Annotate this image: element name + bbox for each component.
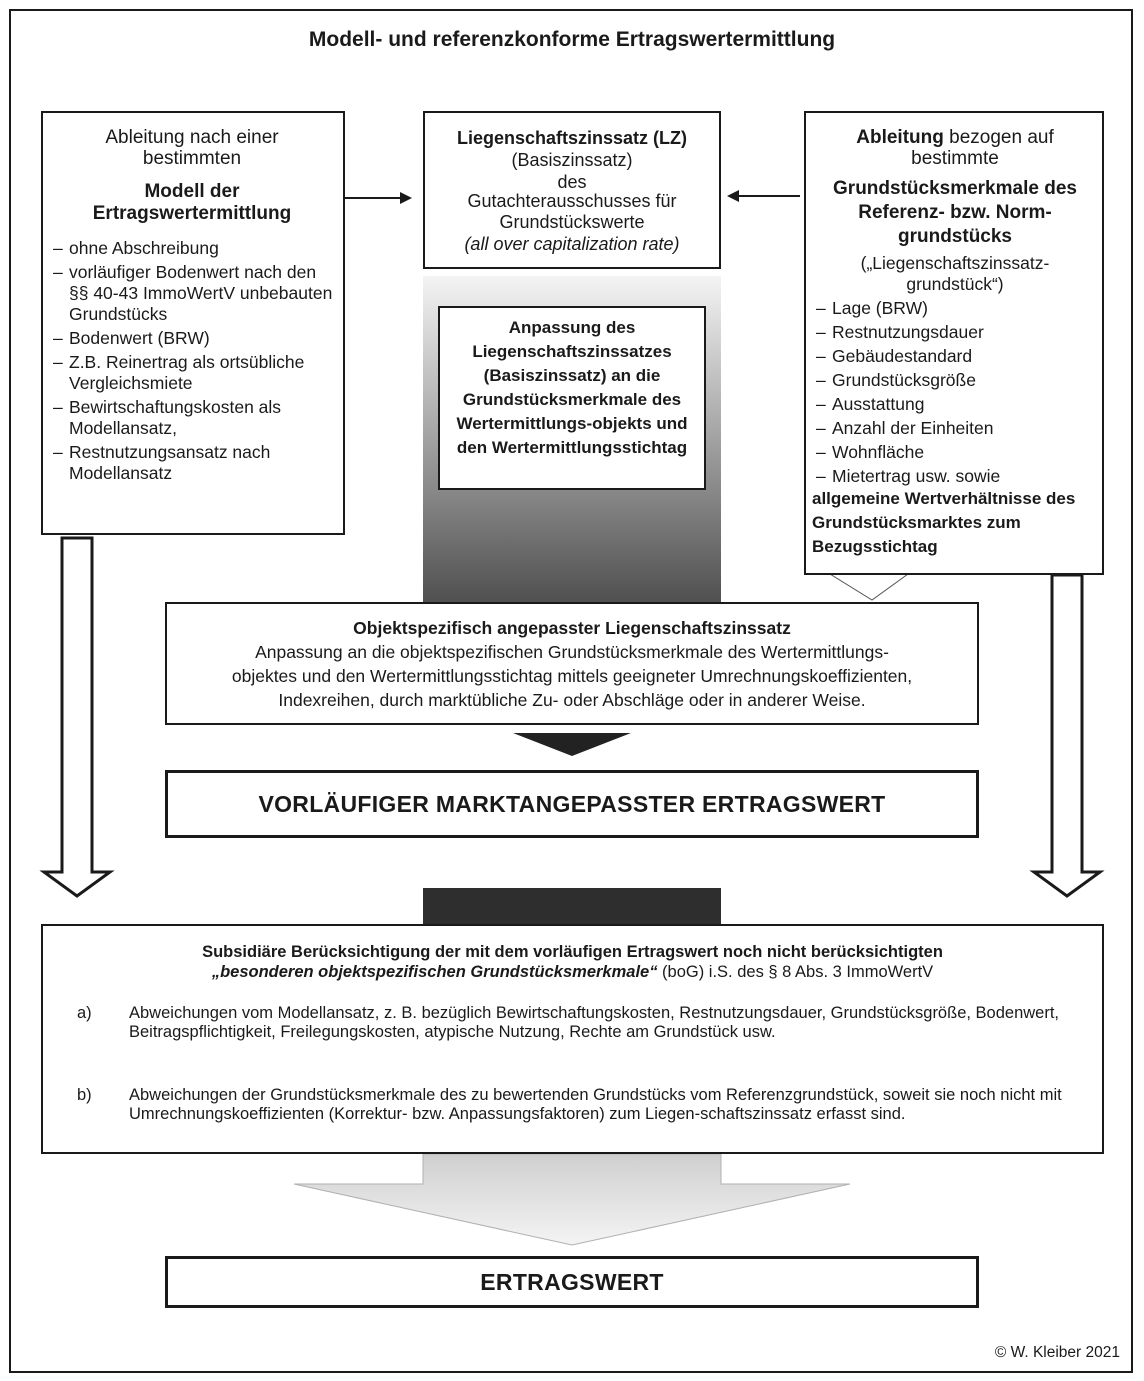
final-grey-arrow	[294, 1154, 850, 1245]
right-subheading: („Liegenschaftszinssatz-grundstück“)	[860, 253, 1050, 294]
center-rate-line: Gutachterausschusses für	[467, 191, 677, 211]
right-item: – Lage (BRW)	[812, 298, 1098, 319]
center-rate-line: (Basiszinssatz)	[511, 150, 633, 170]
right-item: – Mietertrag usw. sowie	[812, 466, 1098, 487]
center-rate-line: des	[557, 172, 587, 192]
left-intro: Ableitung nach einer bestimmten	[105, 127, 279, 169]
left-item: – Bewirtschaftungskosten als Modellansatz,	[49, 397, 335, 439]
right-item: – Ausstattung	[812, 394, 1098, 415]
right-item: – Restnutzungsdauer	[812, 322, 1098, 343]
copyright-text: © W. Kleiber 2021	[994, 1344, 1120, 1361]
center-rate-box	[423, 111, 721, 269]
left-item: – vorläufiger Bodenwert nach den §§ 40-43 ImmoWertV unbebauten Grundstücks	[49, 262, 335, 325]
object-line: objektes und den Wertermittlungsstichtag mittels geeigneter Umrechnungskoeffizienten,	[231, 666, 913, 686]
subsidiary-heading-rest: (boG) i.S. des § 8 Abs. 3 ImmoWertV	[657, 963, 934, 981]
left-item: – Z.B. Reinertrag als ortsübliche Vergleichsmiete	[49, 352, 335, 394]
small-outline-arrow-right	[830, 574, 908, 600]
center-rate-line: (all over capitalization rate)	[464, 234, 680, 254]
subsidiary-heading-line2	[43, 962, 1102, 982]
right-item: – Grundstücksgröße	[812, 370, 1098, 391]
subsidiary-a-label: a)	[77, 1004, 92, 1022]
center-adjust-box	[438, 306, 706, 490]
right-heading: Grundstücksmerkmale des Referenz- bzw. Norm-grundstücks	[833, 178, 1077, 247]
left-item: – ohne Abschreibung	[49, 238, 335, 259]
right-intro	[812, 127, 1098, 169]
subsidiary-a-text: Abweichungen vom Modellansatz, z. B. bezüglich Bewirtschaftungskosten, Restnutzungsdauer, Grundstücksgröße, Bodenwert, Beitragspflichtigkeit, Freilegungskosten, atypische Nutzung, Rechte am Grundstück usw.	[129, 1004, 1060, 1041]
subsidiary-b-label: b)	[77, 1086, 92, 1104]
right-intro-rest: bezogen auf bestimmte	[911, 127, 1054, 169]
right-item-list	[812, 298, 1098, 487]
final-value-label: ERTRAGSWERT	[480, 1269, 664, 1295]
center-adjust-text: Anpassung des Liegenschaftszinssatzes (Basiszinssatz) an die Grundstücksmerkmale des Wertermittlungs-objekts und den Wertermittlungsstichtag	[456, 318, 688, 457]
left-item: – Restnutzungsansatz nach Modellansatz	[49, 442, 335, 484]
left-item-list	[49, 238, 335, 484]
left-model-box	[41, 111, 345, 535]
object-line: Indexreihen, durch marktübliche Zu- oder Abschläge oder in anderer Weise.	[278, 690, 866, 710]
center-rate-line: Grundstückswerte	[499, 212, 645, 232]
page-title: Modell- und referenzkonforme Ertragswertermittlung	[308, 28, 836, 51]
final-value-box	[165, 1256, 979, 1308]
object-line: Anpassung an die objektspezifischen Grundstücksmerkmale des Wertermittlungs-	[255, 642, 889, 662]
subsidiary-heading-line1: Subsidiäre Berücksichtigung der mit dem vorläufigen Ertragswert noch nicht berücksichtigten	[202, 943, 943, 961]
right-item: – Wohnfläche	[812, 442, 1098, 463]
right-reference-box	[804, 111, 1104, 575]
dark-connector-block	[423, 888, 721, 924]
object-heading: Objektspezifisch angepasster Liegenschaftszinssatz	[353, 618, 791, 638]
right-hollow-down-arrow	[1034, 575, 1100, 896]
arrowhead-right-to-center	[727, 190, 739, 202]
center-rate-heading: Liegenschaftszinssatz (LZ)	[456, 128, 688, 148]
preliminary-value-label: VORLÄUFIGER MARKTANGEPASSTER ERTRAGSWERT	[258, 791, 886, 817]
subsidiary-b-text: Abweichungen der Grundstücksmerkmale des zu bewertenden Grundstücks vom Referenzgrundstück, soweit sie noch nicht mit Umrechnungskoeffizienten (Korrektur- bzw. Anpassungsfaktoren) zum Liegen-schaftszinssatz erfasst sind.	[129, 1086, 1062, 1123]
right-footer: allgemeine Wertverhältnisse des Grundstücksmarktes zum Bezugsstichtag	[812, 489, 1076, 556]
right-intro-bold: Ableitung	[856, 127, 944, 148]
right-item: – Anzahl der Einheiten	[812, 418, 1098, 439]
arrowhead-left-to-center	[400, 192, 412, 204]
right-item: – Gebäudestandard	[812, 346, 1098, 367]
left-hollow-down-arrow	[44, 538, 110, 896]
subsidiary-heading-bold: „besonderen objektspezifischen Grundstücksmerkmale“	[211, 963, 658, 981]
black-down-triangle	[513, 733, 631, 756]
preliminary-value-box	[165, 770, 979, 838]
left-item: – Bodenwert (BRW)	[49, 328, 335, 349]
subsidiary-box	[41, 924, 1104, 1154]
left-heading: Modell der Ertragswertermittlung	[92, 181, 292, 224]
object-specific-box	[165, 602, 979, 725]
